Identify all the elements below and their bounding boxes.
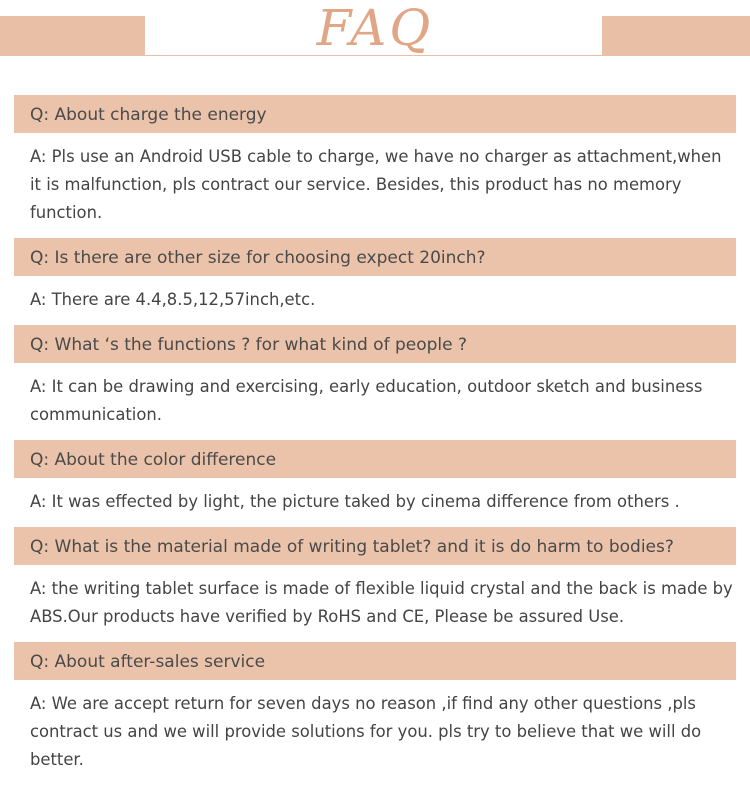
page-title: FAQ <box>316 0 434 57</box>
faq-question: Q: Is there are other size for choosing expect 20inch? <box>14 238 736 276</box>
faq-answer: A: It was effected by light, the picture taked by cinema difference from others . <box>30 492 680 511</box>
faq-answer: A: It can be drawing and exercising, early education, outdoor sketch and business communication. <box>30 377 703 424</box>
faq-item-color <box>14 440 736 516</box>
faq-header <box>0 0 750 62</box>
faq-answer: A: We are accept return for seven days no reason ,if find any other questions ,pls contract us and we will provide solutions for you. pls try to believe that we will do better. <box>30 694 702 769</box>
faq-answer: A: There are 4.4,8.5,12,57inch,etc. <box>30 290 316 309</box>
faq-list <box>14 95 736 785</box>
faq-item-size <box>14 238 736 314</box>
faq-item-after-sales <box>14 642 736 774</box>
faq-question: Q: What ‘s the functions ? for what kind of people ? <box>14 325 736 363</box>
faq-item-charge <box>14 95 736 227</box>
faq-question: Q: About after-sales service <box>14 642 736 680</box>
faq-question: Q: About charge the energy <box>14 95 736 133</box>
faq-question: Q: About the color difference <box>14 440 736 478</box>
faq-item-functions <box>14 325 736 429</box>
faq-item-material <box>14 527 736 631</box>
faq-answer: A: Pls use an Android USB cable to charge, we have no charger as attachment,when it is malfunction, pls contract our service. Besides, this product has no memory function. <box>30 147 722 222</box>
faq-answer: A: the writing tablet surface is made of flexible liquid crystal and the back is made by ABS.Our products have verified by RoHS and CE, Please be assured Use. <box>30 579 733 626</box>
faq-question: Q: What is the material made of writing tablet? and it is do harm to bodies? <box>14 527 736 565</box>
